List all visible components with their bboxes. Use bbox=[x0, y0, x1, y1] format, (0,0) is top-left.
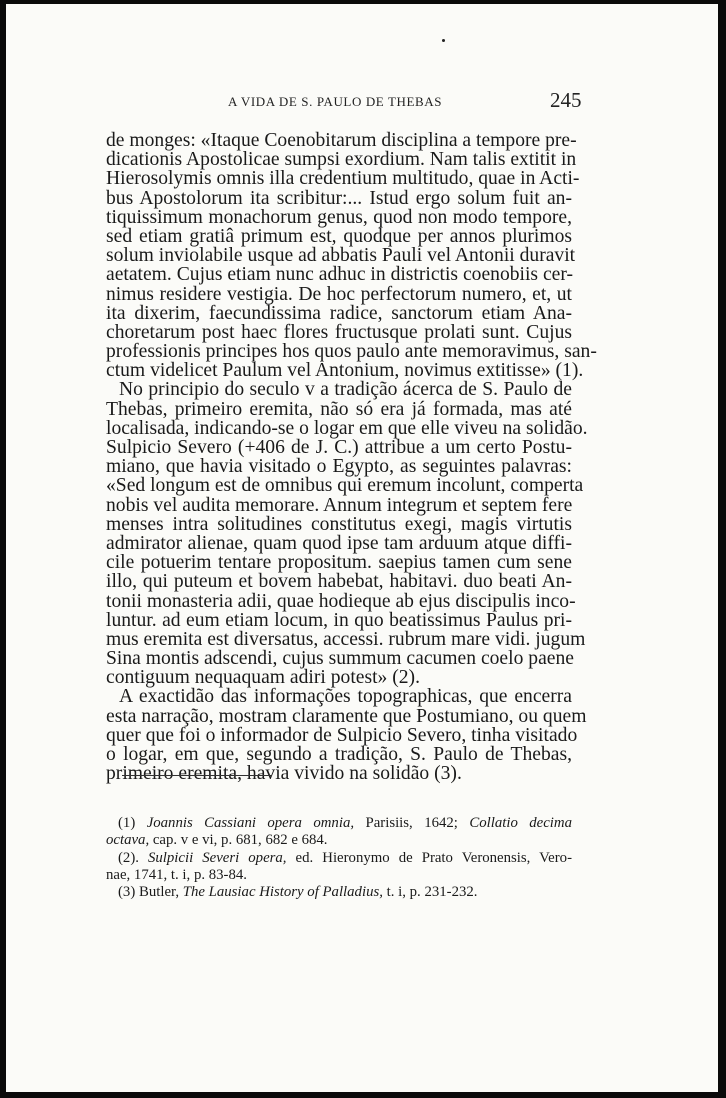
footnote-1-cont bbox=[106, 832, 572, 849]
footnote-1 bbox=[106, 815, 572, 832]
text-line: professionis principes hos quos paulo ante memoravimus, san- bbox=[106, 341, 597, 363]
footnote-text: Parisiis, 1642; bbox=[354, 815, 470, 831]
body-text bbox=[106, 130, 597, 785]
footnotes bbox=[106, 815, 572, 901]
text-line: nimus residere vestigia. De hoc perfectorum numero, et, ut bbox=[106, 283, 572, 305]
text-line: ita dixerim, faecundissima radice, sanctorum etiam Ana- bbox=[106, 302, 572, 324]
text-line: «Sed longum est de omnibus qui eremum incolunt, comperta bbox=[106, 475, 584, 497]
text-line: mus eremita est diversatus, accessi. rubrum mare vidi. jugum bbox=[106, 628, 586, 650]
paragraph-start: No principio do seculo v a tradição ácerca de S. Paulo de bbox=[119, 379, 572, 401]
footnote-text: cap. v e vi, p. 681, 682 e 684. bbox=[149, 832, 328, 849]
footnote-text: t. i, p. 231-232. bbox=[382, 884, 478, 901]
text-line: miano, que havia visitado o Egypto, as seguintes palavras: bbox=[106, 456, 572, 478]
text-line: illo, qui puteum et bovem habebat, habitavi. duo beati An- bbox=[106, 571, 572, 593]
text-line: quer que foi o informador de Sulpicio Severo, tinha visitado bbox=[106, 724, 578, 746]
text-line: primeiro eremita, havia vivido na solidão (3). bbox=[106, 763, 462, 785]
text-line: menses intra solitudines constitutus exegi, magis virtutis bbox=[106, 513, 572, 535]
text-line: ctum videlicet Paulum vel Antonium, novimus extitisse» (1). bbox=[106, 360, 584, 382]
footnote-title: Collatio decima bbox=[469, 815, 572, 831]
footnote-rule bbox=[122, 775, 272, 776]
text-line: solum inviolabile usque ad abbatis Pauli vel Antonii duravit bbox=[106, 245, 576, 267]
text-line: esta narração, mostram claramente que Postumiano, ou quem bbox=[106, 705, 587, 727]
paragraph-start: A exactidão das informações topographicas, que encerra bbox=[119, 686, 572, 708]
text-line: o logar, em que, segundo a tradição, S. Paulo de Thebas, bbox=[106, 744, 572, 765]
footnote-2-cont: nae, 1741, t. i, p. 83-84. bbox=[106, 866, 247, 883]
text-line: Thebas, primeiro eremita, não só era já formada, mas até bbox=[106, 398, 572, 420]
text-line: Hierosolymis omnis illa credentium multitudo, quae in Acti- bbox=[106, 168, 580, 190]
text-line: aetatem. Cujus etiam nunc adhuc in districtis coenobiis cer- bbox=[106, 264, 573, 286]
text-line: cile potuerim tentare propositum. saepius tamen cum sene bbox=[106, 552, 572, 574]
text-line: luntur. ad eum etiam locum, in quo beatissimus Paulus pri- bbox=[106, 609, 572, 631]
footnote-text: ed. Hieronymo de Prato Veronensis, Vero- bbox=[286, 849, 573, 866]
footnote-text: (3) Butler, bbox=[118, 884, 183, 901]
text-line: nobis vel audita memorare. Annum integrum et septem fere bbox=[106, 494, 573, 516]
text-line: choretarum post haec flores fructusque prolati sunt. Cujus bbox=[106, 321, 572, 343]
text-line: localisada, indicando-se o logar em que elle viveu na solidão. bbox=[106, 417, 588, 439]
text-line: dicationis Apostolicae sumpsi exordium. Nam talis extitit in bbox=[106, 149, 577, 171]
text-line: sed etiam gratiâ primum est, quodque per annos plurimos bbox=[106, 225, 572, 247]
footnote-title: Joannis Cassiani opera omnia, bbox=[146, 815, 355, 831]
text-line: Sulpicio Severo (+406 de J. C.) attribue a um certo Postu- bbox=[106, 437, 572, 458]
text-line: tonii monasteria adii, quae hodieque ab ejus discipulis inco- bbox=[106, 590, 576, 612]
text-line: contiguum nequaquam adiri potest» (2). bbox=[106, 667, 420, 689]
footnote-2 bbox=[106, 850, 572, 867]
footnote-3 bbox=[106, 884, 572, 901]
page-number: 245 bbox=[550, 88, 582, 112]
footnote-title: Sulpicii Severi opera, bbox=[148, 849, 287, 866]
ink-speck bbox=[442, 39, 445, 42]
running-head: A VIDA DE S. PAULO DE THEBAS bbox=[228, 94, 443, 109]
text-line: de monges: «Itaque Coenobitarum disciplina a tempore pre- bbox=[106, 130, 577, 151]
text-line: Sina montis adscendi, cujus summum cacumen coelo paene bbox=[106, 648, 574, 670]
text-line: admirator alienae, quam quod ipse tam arduum atque diffi- bbox=[106, 532, 572, 554]
footnote-number: (1) bbox=[118, 815, 147, 831]
text-line: tiquissimum monachorum genus, quod non modo tempore, bbox=[106, 206, 572, 228]
text-line: bus Apostolorum ita scribitur:... Istud ergo solum fuit an- bbox=[106, 187, 572, 209]
footnote-title: The Lausiac History of Palladius, bbox=[182, 884, 383, 901]
footnote-number: (2). bbox=[118, 849, 148, 866]
footnote-title: octava, bbox=[106, 832, 150, 849]
